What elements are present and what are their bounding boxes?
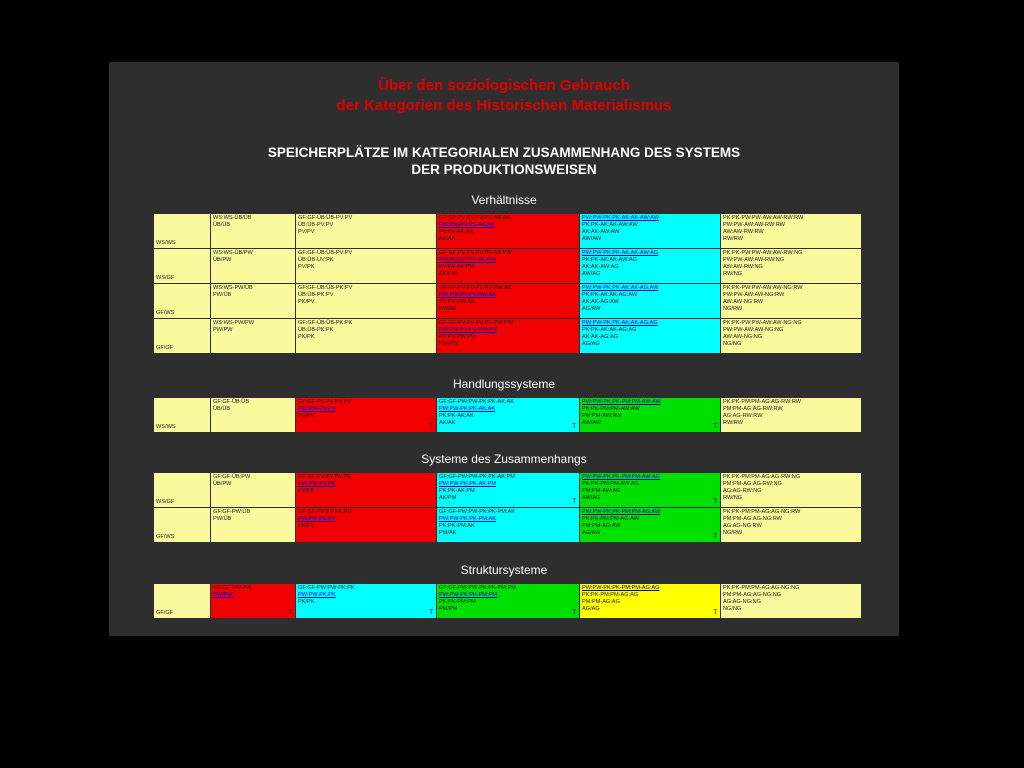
cell-link[interactable]: PW:PW-PV:PV (298, 405, 336, 412)
section-title-struktursysteme: Struktursysteme (460, 563, 548, 577)
cell-link[interactable]: PW:PW-PK:PK-PM:AK (439, 515, 496, 522)
grid-cell (154, 319, 210, 353)
cell-t-marker: T (572, 610, 576, 617)
cell-text: PW/AK (439, 305, 458, 312)
cell-text: PV:PV-PW:AK (439, 298, 475, 305)
grid-cell (721, 508, 861, 542)
grid-cell (437, 319, 579, 353)
cell-text: WS:WS-PW/PW (213, 320, 255, 326)
grid-cell (154, 249, 210, 283)
cell-text: PK:PK-PM:PM-AG:AG (582, 591, 639, 598)
cell-t-marker: T (713, 534, 717, 541)
cell-text: RW/NG (723, 270, 743, 277)
cell-text: AG/AG (582, 605, 600, 612)
cell-text: PM:PM-AG:AW (582, 522, 621, 529)
cell-text: AG/AW (582, 305, 601, 312)
table-row (154, 249, 861, 283)
cell-text: GF:GF-PW:PW-PK:PK-PM:AK (439, 509, 515, 515)
cell-text: PK:PK-AK:AK-AG:AG (582, 326, 637, 333)
cell-text: GF:GF-ÜB:PW (213, 474, 251, 480)
cell-text: PK/PK (298, 598, 315, 605)
cell-text: GF:GF-PV:PV-PV:PV (298, 399, 352, 405)
cell-text: PK:PK-PM:PM-AG:AG-NG:NG (723, 585, 800, 591)
grid-cell (580, 284, 720, 318)
cell-text: ÜB:ÜB-PV:PV (298, 221, 334, 228)
grid-cell (721, 319, 861, 353)
grid-cell (580, 473, 720, 507)
table-verhaeltnisse (153, 213, 862, 354)
grid-cell (721, 584, 861, 618)
cell-text: RW/RW (723, 419, 743, 426)
cell-text: GF:GF-ÜB:ÜB (213, 399, 250, 405)
cell-link[interactable]: PW:PW-PK:PK-PM:PM-AW:AW (582, 399, 661, 405)
cell-text: AG:AG-NG:RW (723, 522, 762, 529)
cell-text: PM/PM (439, 605, 458, 612)
cell-text: PK:PK-PM:AK (439, 522, 475, 529)
row-label: GF/GF (156, 345, 174, 352)
cell-text: PW/ÜB (213, 515, 232, 522)
cell-text: PK:PK-PM:PM-AW:AG (582, 480, 639, 487)
grid-cell (296, 398, 436, 432)
cell-text: PV:PV-AK:PW (439, 263, 475, 270)
grid-cell (580, 319, 720, 353)
main-title-line1: Über den soziologischen Gebrauch (378, 77, 630, 94)
grid-cell (211, 473, 295, 507)
cell-text: PV/PK (298, 487, 315, 494)
cell-text: PK:PK-PW:PW-AW:AW-NG:NG (723, 320, 802, 326)
grid-cell (721, 249, 861, 283)
cell-text: GF:GF-PV:PV-PV:PK (298, 474, 352, 480)
slide-panel (109, 62, 899, 636)
cell-text: GF:GF-PW:PW-PK:PK-PM:PM (439, 585, 516, 591)
cell-text: PV:PV-PW:PW (439, 333, 477, 340)
table-struktursysteme (153, 583, 862, 619)
cell-text: PM:PM-AG:AG (582, 598, 620, 605)
cell-text: AK:AK-AG:AW (582, 298, 619, 305)
cell-text: PK:PK-PW:PW-AW:AW-RW:RW (723, 215, 804, 221)
row-label: WS/WS (156, 240, 176, 247)
cell-t-marker: T (713, 499, 717, 506)
grid-cell (211, 319, 295, 353)
cell-link[interactable]: PW:PW-PK:PK (298, 591, 336, 598)
cell-text: ÜB:ÜB-PK:PV (298, 291, 334, 298)
cell-text: PM:PM-AG:AG-NG:RW (723, 515, 782, 522)
cell-t-marker: T (572, 424, 576, 431)
cell-text: PM:PM-AW:AG (582, 487, 621, 494)
cell-text: AW:AW-NG:NG (723, 333, 763, 340)
grid-cell (296, 584, 436, 618)
cell-text: NG/NG (723, 605, 742, 612)
cell-text: ÜB:ÜB-UV:PK (298, 256, 334, 263)
cell-text: PM/AK (439, 529, 457, 536)
table-row (154, 284, 861, 318)
cell-t-marker: T (713, 424, 717, 431)
cell-text: PK:PK-PM:PM-AG:AG-NG:RW (723, 509, 801, 515)
cell-t-marker: T (429, 424, 433, 431)
cell-text: PM:PM-AG:AG-RW:RW (723, 405, 783, 412)
row-label: GF/GF (156, 610, 174, 617)
cell-text: AK:AK-AG:AG (582, 333, 619, 340)
grid-cell (437, 249, 579, 283)
cell-text: ÜB/ÜB (213, 221, 231, 228)
grid-cell (580, 249, 720, 283)
grid-cell (211, 398, 295, 432)
cell-text: GF:GF-PW:PW (213, 585, 252, 591)
grid-cell (296, 214, 436, 248)
cell-text: PK/PK (298, 333, 315, 340)
cell-link[interactable]: PW:PW-PK:PK-AK:AK-AW:AW (582, 215, 659, 221)
cell-t-marker: T (429, 610, 433, 617)
grid-cell (154, 584, 210, 618)
cell-text: GF:GF-ÜB:ÜB-PK:PV (298, 285, 353, 291)
cell-text: AW:AW-RW:NG (723, 263, 763, 270)
cell-text: PM:PM-AG:AG-RW:NG (723, 480, 782, 487)
cell-text: GF:GF-ÜB:ÜB-PK:PK (298, 320, 353, 326)
cell-text: PM:PM-AW:AW (582, 412, 622, 419)
cell-link[interactable]: PW:PW-PK:PK-PM:PM-AG:AW (582, 509, 661, 515)
cell-text: PK:PK-PM:PM-AG:AW (582, 515, 639, 522)
table-row (154, 319, 861, 353)
cell-text: PK:PK-AK:AK-AG:AW (582, 291, 638, 298)
cell-text: GF:GF-PV:PV-PV:PV-AK:AK (439, 215, 511, 221)
cell-link[interactable]: PW:PW-PK:PV (298, 515, 336, 522)
cell-text: AK/AK (439, 235, 456, 242)
cell-text: PW/PW (439, 340, 459, 347)
table-row (154, 508, 861, 542)
row-label: GF/WS (156, 310, 175, 317)
cell-text: ÜB:ÜB-PK:PK (298, 326, 334, 333)
cell-t-marker: T (713, 610, 717, 617)
table-handlungssysteme (153, 397, 862, 433)
table-row (154, 473, 861, 507)
section-title-handlungssysteme: Handlungssysteme (452, 377, 556, 391)
cell-text: AK/PW (439, 270, 458, 277)
cell-text: ÜB/ÜB (213, 405, 231, 412)
grid-cell (211, 508, 295, 542)
cell-link[interactable]: PW:PW-PK:PK-AK:AK (439, 405, 496, 412)
cell-text: RW/RW (723, 235, 743, 242)
table-row (154, 398, 861, 432)
cell-text: PK/PV (298, 298, 315, 305)
cell-text: AK:AK-AW:AG (582, 263, 619, 270)
cell-text: NG/RW (723, 305, 743, 312)
section-title-zusammenhang: Systeme des Zusammenhangs (421, 452, 587, 466)
cell-text: PK:PK-AK:AK (439, 412, 474, 419)
grid-cell (211, 584, 295, 618)
cell-text: PK:PK-AK:PM (439, 487, 475, 494)
grid-cell (296, 319, 436, 353)
cell-text: PK:PK-PW:PW-AW:AW-NG:RW (723, 285, 803, 291)
cell-link[interactable]: PW:PW-PK:PK-AK:AK-AG:AW (582, 285, 659, 291)
section-title-verhaeltnisse: Verhältnisse (471, 193, 537, 207)
cell-text: AW:AW-NG:RW (723, 298, 763, 305)
grid-cell (721, 473, 861, 507)
grid-cell (721, 398, 861, 432)
cell-text: ÜB/PW (213, 480, 232, 487)
cell-text: AG:AG-RW:RW (723, 412, 763, 419)
cell-text: AW/AG (582, 270, 601, 277)
cell-text: PK:PK-PM:PM-AW:AW (582, 405, 640, 412)
cell-text: GF:GF-PV:PV-PV:PV-PW:AK (439, 285, 512, 291)
grid-cell (721, 214, 861, 248)
grid-cell (211, 249, 295, 283)
cell-link[interactable]: PW:PW-PV:PK (298, 480, 336, 487)
row-label: GF/WS (156, 534, 175, 541)
grid-cell (437, 398, 579, 432)
cell-text: AW:AW-RW:RW (723, 228, 764, 235)
cell-text: PK:PK-AK:AK-AW:AG (582, 256, 638, 263)
cell-text: PK:PK-PM:PM-AG:AG-RW:NG (723, 474, 801, 480)
cell-text: GF:GF-PV:PV-PK:PV (298, 509, 352, 515)
grid-cell (211, 214, 295, 248)
cell-link[interactable]: PW:PW-PV:PV-AK:PW (439, 256, 497, 263)
cell-t-marker: T (288, 610, 292, 617)
grid-cell (154, 398, 210, 432)
subtitle (109, 144, 899, 178)
grid-cell (296, 249, 436, 283)
cell-link[interactable]: PW:PW-PK:PK-PM:PM (439, 591, 497, 598)
cell-text: PK/PV (298, 522, 315, 529)
grid-cell (437, 284, 579, 318)
cell-link[interactable]: PW:PW-PK:PK-AK:AK-AG:AG (582, 320, 658, 326)
cell-text: GF:GF-ÜB:ÜB-PV:PV (298, 215, 353, 221)
cell-text: GF:GF-ÜB:ÜB-PV:PV (298, 250, 353, 256)
cell-text: WS:WS-ÜB/ÜB (213, 215, 252, 221)
cell-text: RW/NG (723, 494, 743, 501)
cell-text: AG:AG-NG:NG (723, 598, 761, 605)
main-title (109, 76, 899, 116)
cell-text: PV/PV (298, 228, 315, 235)
grid-cell (437, 584, 579, 618)
grid-cell (721, 284, 861, 318)
row-label: WS/WS (156, 424, 176, 431)
row-label: WS/GF (156, 499, 175, 506)
grid-cell (154, 473, 210, 507)
subtitle-line1: SPEICHERPLÄTZE IM KATEGORIALEN ZUSAMMENHANG DES SYSTEMS (267, 145, 741, 160)
cell-text: GF:GF-PW:PW-PK:PK-AK:PM (439, 474, 515, 480)
grid-cell (437, 214, 579, 248)
cell-text: PV/PV (298, 412, 315, 419)
cell-text: AK:AK-AW:AW (582, 228, 620, 235)
cell-link[interactable]: PW:PW-PV:PV-AK:AK (439, 221, 495, 228)
cell-text: PW/PW (213, 326, 233, 333)
grid-cell (580, 214, 720, 248)
grid-cell (211, 284, 295, 318)
table-row (154, 584, 861, 618)
cell-text: NG/NG (723, 340, 742, 347)
grid-cell (154, 508, 210, 542)
cell-text: PV:PV-AK:AK (439, 228, 474, 235)
grid-cell (437, 508, 579, 542)
table-row (154, 214, 861, 248)
grid-cell (580, 508, 720, 542)
grid-cell (296, 473, 436, 507)
cell-text: PV/PK (298, 263, 315, 270)
cell-link[interactable]: PW:PW-PV:PV-PW:PW (439, 326, 498, 333)
cell-text: PW:PW-AW:AW-RW:NG (723, 256, 785, 263)
cell-link[interactable]: PW:PW-PK:PK-PM:PM-AW:AG (582, 474, 661, 480)
cell-text: PW/ÜB (213, 291, 232, 298)
cell-text: WS:WS-ÜB/PW (213, 250, 253, 256)
cell-link[interactable]: PW:PW-PK:PK-AK:PM (439, 480, 496, 487)
cell-link[interactable]: PW:PW-PV:PV-PW:AK (439, 291, 496, 298)
cell-text: PK:PK-PW:PW-AW:AW-RW:NG (723, 250, 803, 256)
cell-text: PK:PK-PM:PM-AG:AG-RW:RW (723, 399, 802, 405)
grid-cell (154, 284, 210, 318)
subtitle-line2: DER PRODUKTIONSWEISEN (411, 162, 597, 177)
cell-text: GF:GF-PW:PW-PK:PK (298, 585, 355, 591)
grid-cell (296, 508, 436, 542)
cell-text: AW/AW (582, 235, 602, 242)
row-label: WS/GF (156, 275, 175, 282)
cell-link[interactable]: PW:PW-PK:PK-PM:PM-AG:AG (582, 585, 660, 591)
cell-text: AW/AW (582, 419, 602, 426)
grid-cell (154, 214, 210, 248)
cell-text: GF:GF-PV:PV-PV:PV-AK:PW (439, 250, 512, 256)
cell-text: AK/PM (439, 494, 457, 501)
grid-cell (580, 584, 720, 618)
cell-text: GF:GF-PW:PW-PK:PK-AK:AK (439, 399, 515, 405)
cell-text: AG:AG-RW:NG (723, 487, 762, 494)
cell-text: WS:WS-PW/ÜB (213, 285, 253, 291)
cell-link[interactable]: PW:PW-PK:PK-AK:AK-AW:AG (582, 250, 659, 256)
cell-text: PW:PW-AW:AW-RW:RW (723, 221, 785, 228)
cell-text: PK:PK-PM:PM (439, 598, 476, 605)
cell-text: PK:PK-AK:AK-AW:AW (582, 221, 638, 228)
cell-t-marker: T (572, 499, 576, 506)
cell-text: PW:PW-AW:AW-NG:RW (723, 291, 785, 298)
cell-text: AG/AW (582, 529, 601, 536)
table-zusammenhang (153, 472, 862, 543)
grid-cell (580, 398, 720, 432)
cell-text: GF:GF-PV:PV-PV:PV-PW:PW (439, 320, 514, 326)
cell-text: ÜB/PW (213, 256, 232, 263)
cell-link[interactable]: PW/PW (213, 591, 233, 598)
cell-text: GF:GF-PW:ÜB (213, 509, 251, 515)
cell-text: AW/AG (582, 494, 601, 501)
main-title-line2: der Kategorien des Historischen Materialismus (336, 97, 672, 114)
grid-cell (296, 284, 436, 318)
cell-text: AK/AK (439, 419, 456, 426)
cell-text: NG/RW (723, 529, 743, 536)
cell-text: AG/AG (582, 340, 600, 347)
cell-text: PW:PW-AW:AW-NG:NG (723, 326, 784, 333)
cell-text: PM:PM-AG:AG-NG:NG (723, 591, 782, 598)
grid-cell (437, 473, 579, 507)
